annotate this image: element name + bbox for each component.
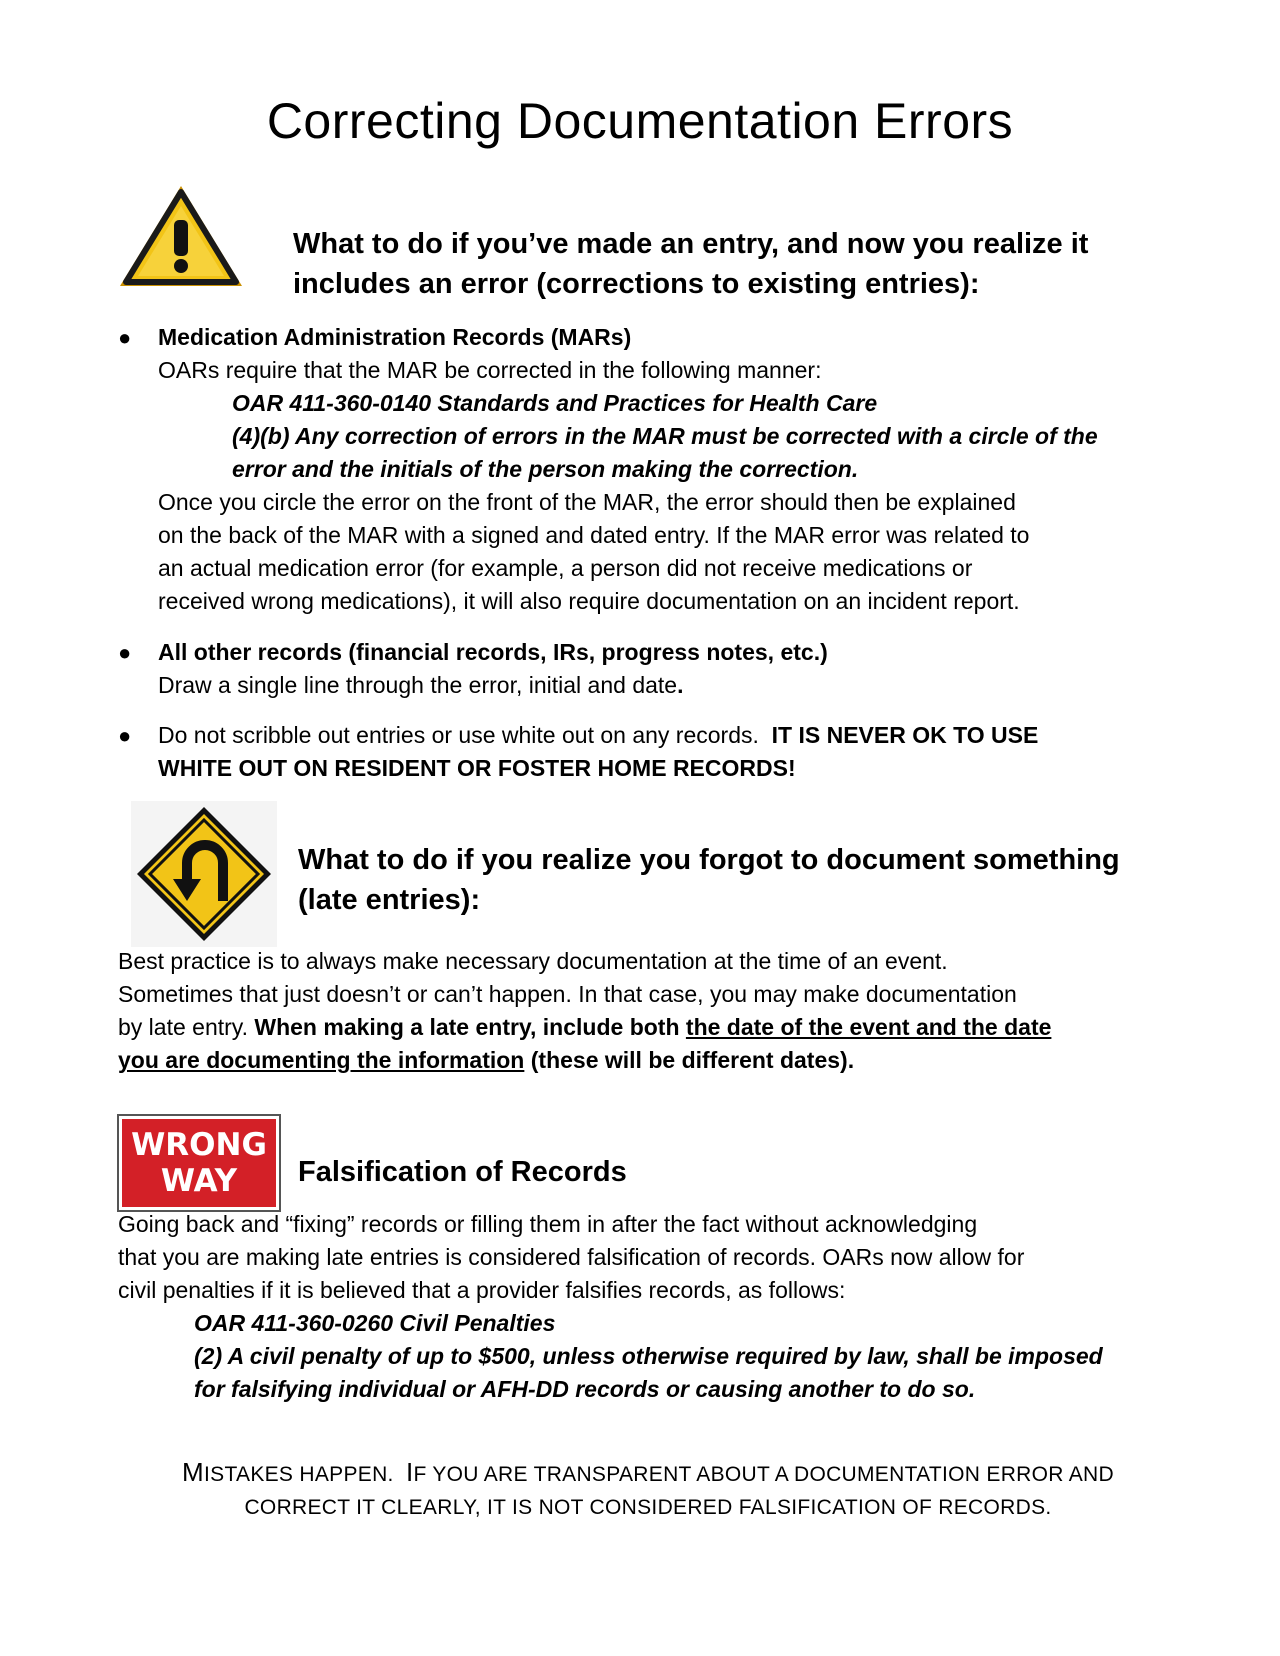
closing-text: I	[405, 1457, 414, 1487]
section-heading-line: What to do if you realize you forgot to document something	[298, 844, 1120, 876]
closing-line	[118, 1456, 1178, 1491]
closing-line: CORRECT IT CLEARLY, IT IS NOT CONSIDERED FALSIFICATION OF RECORDS.	[244, 1496, 1052, 1519]
closing-text: F YOU ARE TRANSPARENT ABOUT A DOCUMENTATION ERROR AND	[413, 1463, 1114, 1486]
section-heading-late-entries	[298, 840, 1198, 920]
wrong-way-sign-icon	[119, 1116, 279, 1210]
paragraph-line: that you are making late entries is considered falsification of records. OARs now allow for	[118, 1244, 1025, 1270]
emphasis-text: When making a late entry, include both	[254, 1014, 686, 1040]
bullet-title: All other records (financial records, IRs, progress notes, etc.)	[158, 639, 828, 665]
emphasis-text: the date of the event and the date	[685, 1014, 1052, 1040]
paragraph-line	[158, 669, 1178, 702]
paragraph-line	[158, 719, 1178, 752]
section-heading-corrections	[293, 224, 1193, 304]
civil-penalties-rule	[194, 1307, 1194, 1406]
falsification-paragraph	[118, 1208, 1178, 1307]
paragraph-line: Going back and “fixing” records or filling them in after the fact without acknowledging	[118, 1211, 978, 1237]
paragraph-line: received wrong medications), it will also require documentation on an incident report.	[158, 588, 1020, 614]
bullet-text: .	[677, 672, 684, 698]
rule-text: (4)(b) Any correction of errors in the MAR must be corrected with a circle of the	[232, 423, 1098, 449]
u-turn-sign-icon	[131, 801, 277, 947]
closing-text: ISTAKES HAPPEN.	[204, 1463, 406, 1486]
paragraph-line: Once you circle the error on the front of the MAR, the error should then be explained	[158, 489, 1016, 515]
list-item	[118, 636, 1178, 706]
warning-text: WHITE OUT ON RESIDENT OR FOSTER HOME RECORDS!	[158, 755, 796, 781]
rule-text: (2) A civil penalty of up to $500, unless otherwise required by law, shall be imposed	[194, 1343, 1103, 1369]
late-entries-paragraph	[118, 945, 1178, 1077]
paragraph-text: by late entry.	[118, 1014, 255, 1040]
bullet-icon: ●	[118, 325, 132, 350]
emphasis-text: you are documenting the information	[118, 1047, 525, 1073]
paragraph-line: Best practice is to always make necessary documentation at the time of an event.	[118, 948, 948, 974]
sign-text: WRONG	[131, 1127, 267, 1163]
bullet-title: Medication Administration Records (MARs)	[158, 324, 632, 350]
warning-text: IT IS NEVER OK TO USE	[771, 722, 1039, 748]
bullet-text: Do not scribble out entries or use white out on any records.	[158, 722, 772, 748]
rule-text: for falsifying individual or AFH-DD records or causing another to do so.	[194, 1376, 976, 1402]
bullet-icon: ●	[118, 723, 132, 748]
page-title: Correcting Documentation Errors	[266, 93, 1014, 149]
rule-title: OAR 411-360-0140 Standards and Practices for Health Care	[232, 390, 878, 416]
bullet-text: Draw a single line through the error, initial and date	[158, 672, 678, 698]
closing-statement	[118, 1456, 1178, 1524]
section-heading-line: (late entries):	[298, 884, 481, 916]
list-item	[118, 719, 1178, 789]
paragraph-line: on the back of the MAR with a signed and dated entry. If the MAR error was related to	[158, 522, 1030, 548]
paragraph-line: OARs require that the MAR be corrected in the following manner:	[158, 357, 822, 383]
section-heading-line: What to do if you’ve made an entry, and now you realize it	[293, 228, 1089, 260]
section-heading-falsification: Falsification of Records	[298, 1156, 627, 1188]
bullet-icon: ●	[118, 640, 132, 665]
paragraph-line	[118, 1044, 1178, 1077]
rule-title: OAR 411-360-0260 Civil Penalties	[194, 1310, 556, 1336]
emphasis-text: (these will be different dates).	[524, 1047, 855, 1073]
paragraph-line: an actual medication error (for example, a person did not receive medications or	[158, 555, 973, 581]
warning-triangle-icon	[116, 182, 246, 292]
closing-text: M	[182, 1457, 204, 1487]
rule-text: error and the initials of the person making the correction.	[232, 456, 859, 482]
list-item	[118, 321, 1178, 621]
section-heading-line: includes an error (corrections to existing entries):	[293, 268, 980, 300]
paragraph-line: civil penalties if it is believed that a provider falsifies records, as follows:	[118, 1277, 846, 1303]
paragraph-line	[118, 1011, 1178, 1044]
sign-text: WAY	[160, 1163, 238, 1199]
paragraph-line: Sometimes that just doesn’t or can’t happen. In that case, you may make documentation	[118, 981, 1017, 1007]
